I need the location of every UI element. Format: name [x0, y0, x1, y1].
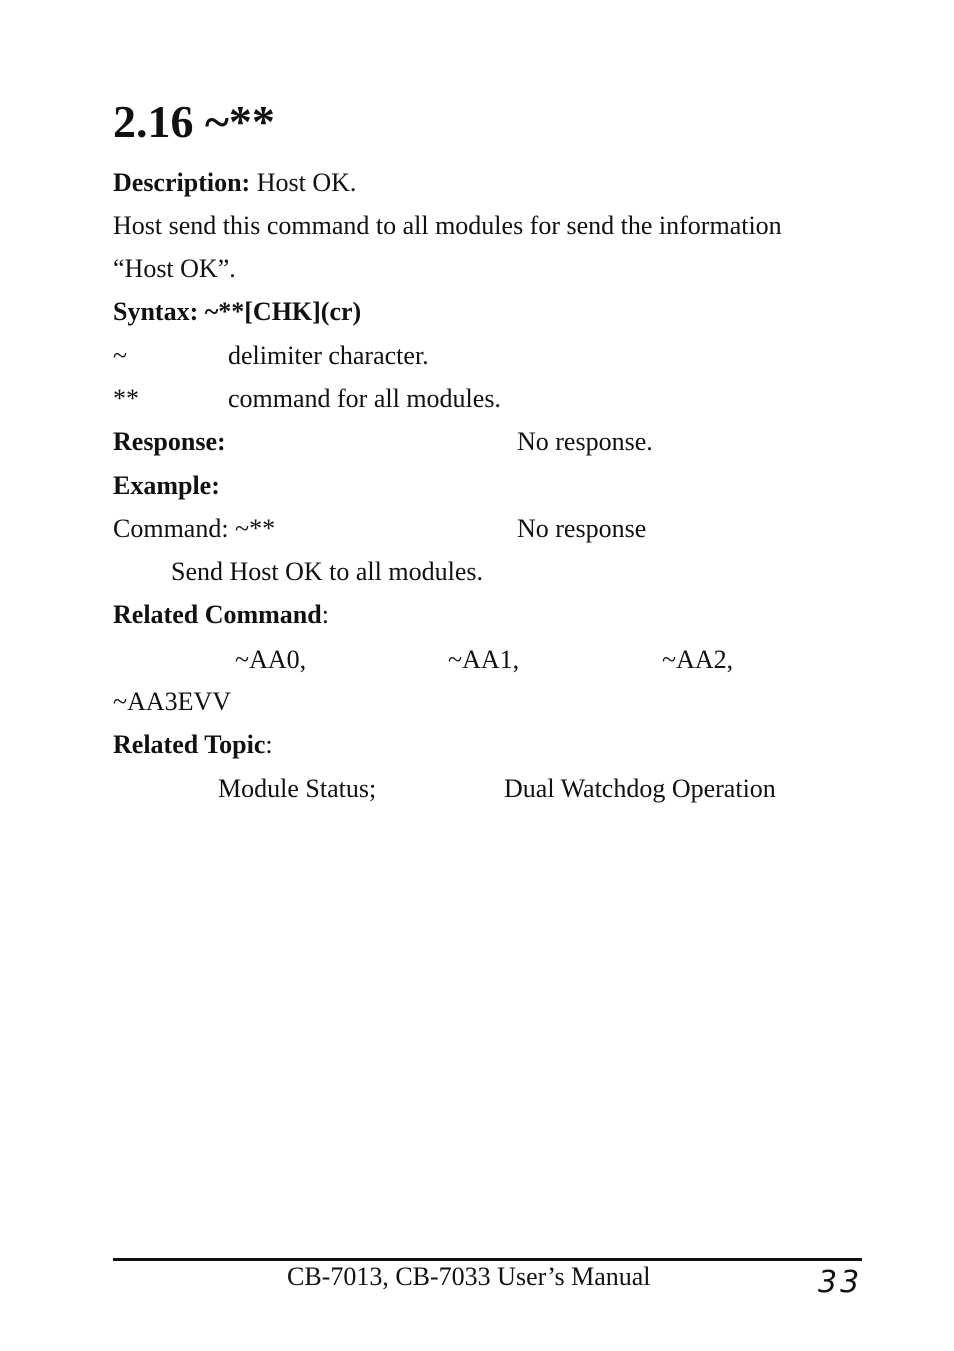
related-topic-heading: [113, 730, 273, 760]
related-topic-item[interactable]: Dual Watchdog Operation: [504, 774, 776, 803]
page-number: 33: [818, 1265, 863, 1300]
example-result: No response: [517, 514, 647, 543]
related-topic-item[interactable]: Module Status;: [218, 774, 377, 803]
related-command-heading: [113, 600, 329, 630]
footer-manual-title: CB-7013, CB-7033 User’s Manual: [287, 1262, 651, 1291]
syntax-param-key: **: [113, 384, 139, 413]
response-label: Response:: [113, 427, 226, 456]
example-label: Example:: [113, 471, 220, 500]
syntax-param-text: command for all modules.: [228, 384, 501, 413]
footer-rule: [113, 1258, 862, 1261]
response-value: No response.: [517, 427, 653, 456]
related-command-item[interactable]: ~AA1,: [448, 645, 520, 674]
syntax-param-key: ~: [113, 341, 128, 370]
description-text-1: Host send this command to all modules for send the information: [113, 211, 782, 240]
description-line: [113, 168, 356, 198]
syntax-param-text: delimiter character.: [228, 341, 429, 370]
related-command-item[interactable]: ~AA0,: [235, 645, 307, 674]
description-text-2: “Host OK”.: [113, 254, 236, 283]
example-command: Command: ~**: [113, 514, 276, 543]
section-title: 2.16 ~**: [113, 96, 275, 147]
related-command-item[interactable]: ~AA2,: [662, 645, 734, 674]
description-value: Host OK.: [250, 168, 357, 197]
example-note: Send Host OK to all modules.: [171, 557, 483, 586]
description-label: Description:: [113, 168, 251, 197]
related-command-colon: :: [321, 600, 329, 629]
syntax-label: Syntax: ~**[CHK](cr): [113, 297, 362, 326]
related-command-label: Related Command: [113, 600, 322, 629]
related-command-item[interactable]: ~AA3EVV: [113, 687, 232, 716]
related-topic-colon: :: [265, 730, 273, 759]
related-topic-label: Related Topic: [113, 730, 266, 759]
